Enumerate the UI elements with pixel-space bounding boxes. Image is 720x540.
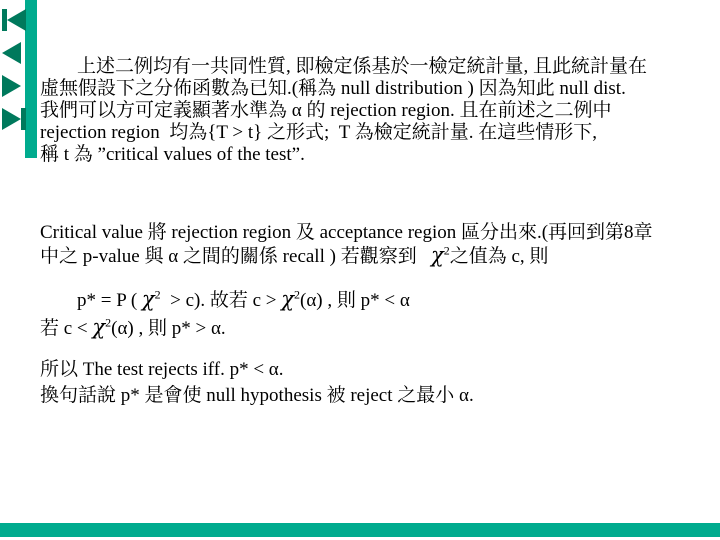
skip-to-end-button[interactable]	[2, 108, 26, 130]
text-line: 虛無假設下之分佈函數為已知.(稱為 null distribution ) 因為知此 null dist.	[40, 78, 626, 99]
next-icon	[2, 75, 21, 97]
skip-to-start-button[interactable]	[2, 9, 26, 31]
next-button[interactable]	[2, 75, 26, 97]
text-line: 所以 The test rejects iff. p* < α.	[40, 359, 284, 380]
paragraph-p-star-formula	[40, 286, 708, 342]
text-line: 我們可以方可定義顯著水準為 α 的 rejection region. 且在前述之二例中	[40, 100, 612, 121]
text-line: 稱 t 為 ”critical values of the test”.	[40, 144, 305, 165]
text-line: 上述二例均有一共同性質, 即檢定係基於一檢定統計量, 且此統計量在	[77, 56, 648, 77]
formula-line: 若 $c < \chi^2(\alpha)$ , 則 p* > α.	[40, 315, 226, 339]
nav-buttons	[2, 9, 26, 130]
nav-rail	[25, 0, 37, 158]
previous-button[interactable]	[2, 42, 26, 64]
paragraph-conclusion	[40, 357, 708, 409]
text-line: rejection region 均為{T > t} 之形式; T 為檢定統計量. 在這些情形下,	[40, 122, 598, 143]
formula-line: p* = P ( $\chi^2 > c$). 故若 $c > \chi^2(\alpha)$ , 則 p* < α	[77, 287, 410, 311]
paragraph-critical-value	[40, 222, 708, 268]
bottom-bar	[0, 523, 720, 537]
text-line: 換句話說 p* 是會使 null hypothesis 被 reject 之最小 α.	[40, 385, 474, 406]
text-line: Critical value 將 rejection region 及 acceptance region 區分出來.(再回到第8章	[40, 222, 653, 243]
paragraph-null-distribution	[40, 56, 708, 166]
text-line: 中之 p-value 與 α 之間的關係 recall ) 若觀察到 $\chi^2$之值為 c, 則	[40, 243, 549, 267]
previous-icon	[2, 42, 21, 64]
skip-to-end-icon	[2, 108, 21, 130]
